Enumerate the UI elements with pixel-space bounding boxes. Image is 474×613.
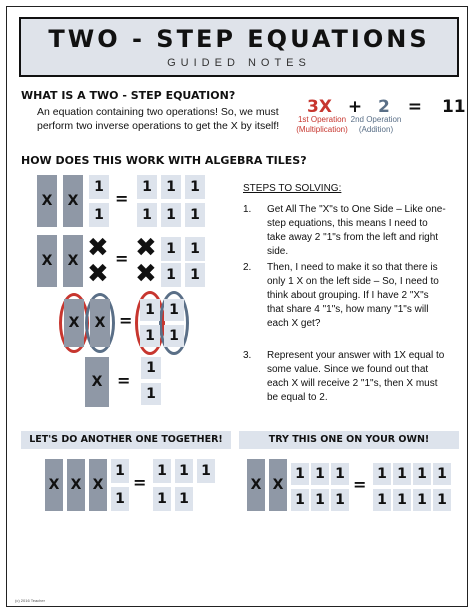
one-tile: 1 — [311, 489, 329, 511]
x-tile: X — [37, 175, 57, 227]
one-tile: 1 — [140, 325, 160, 347]
what-is-body-1: An equation containing two operations! So, we must — [37, 106, 279, 118]
what-is-body-2: perform two inverse operations to get the X by itself! — [37, 120, 280, 132]
operation-2-label: 2nd Operation (Addition) — [350, 115, 402, 134]
algebra-tiles-heading: HOW DOES THIS WORK WITH ALGEBRA TILES? — [21, 154, 307, 167]
one-tile: 1 — [433, 463, 451, 485]
cross-out-icon: ✖ — [135, 259, 157, 289]
x-tile: X — [67, 459, 85, 511]
one-tile: 1 — [137, 203, 157, 227]
equation-plus: + — [347, 97, 363, 117]
x-tile: X — [63, 235, 83, 287]
one-tile: 1 — [137, 175, 157, 199]
equation-result: 11 — [441, 97, 466, 117]
own-banner: TRY THIS ONE ON YOUR OWN! — [239, 431, 459, 449]
one-tile: 1 — [175, 487, 193, 511]
footer-copyright: (c) 2016 Teacher — [15, 598, 45, 603]
together-banner: LET'S DO ANOTHER ONE TOGETHER! — [21, 431, 231, 449]
one-tile: 1 — [161, 263, 181, 287]
one-tile: 1 — [185, 203, 205, 227]
one-tile: 1 — [393, 489, 411, 511]
one-tile: 1 — [111, 487, 129, 511]
equation-term-2: 2 — [378, 97, 390, 117]
equation-term-3x: 3X — [307, 97, 332, 117]
page-title: TWO - STEP EQUATIONS — [48, 25, 430, 53]
page-subtitle: GUIDED NOTES — [167, 57, 311, 69]
one-tile: 1 — [413, 489, 431, 511]
worksheet-page — [6, 6, 468, 607]
x-tile: X — [269, 459, 287, 511]
one-tile: 1 — [164, 299, 184, 321]
one-tile: 1 — [161, 175, 181, 199]
one-tile: 1 — [393, 463, 411, 485]
one-tile: 1 — [111, 459, 129, 483]
x-tile: X — [89, 459, 107, 511]
one-tile: 1 — [331, 463, 349, 485]
cross-out-icon: ✖ — [87, 259, 109, 289]
title-box — [19, 17, 459, 77]
one-tile: 1 — [141, 357, 161, 379]
one-tile: 1 — [153, 459, 171, 483]
one-tile: 1 — [140, 299, 160, 321]
one-tile: 1 — [89, 203, 109, 227]
one-tile: 1 — [164, 325, 184, 347]
steps-title: STEPS TO SOLVING: — [243, 183, 342, 194]
x-tile: X — [45, 459, 63, 511]
x-tile: X — [247, 459, 265, 511]
one-tile: 1 — [175, 459, 193, 483]
step-3: 3. Represent your answer with 1X equal to some value. Since we found out that each X will receive 2 "1"s, then X must be equal to 2. — [243, 350, 445, 403]
x-tile: X — [63, 175, 83, 227]
cross-out-icon: ✖ — [87, 233, 109, 263]
one-tile: 1 — [291, 463, 309, 485]
x-tile: X — [90, 299, 110, 347]
step-2: 2. Then, I need to make it so that there is only 1 X on the left side – So, I need to think about grouping. If I have 2 "X"s that share 4 "1"s, how many "1"s will each X get? — [243, 262, 439, 329]
operation-1-label: 1st Operation (Multiplication) — [296, 115, 348, 134]
one-tile: 1 — [185, 237, 205, 261]
step-1: 1. Get All The "X"s to One Side – Like one-step equations, this means I need to take away 2 "1"s from the left and right side. — [243, 204, 446, 257]
one-tile: 1 — [433, 489, 451, 511]
equation-equals: = — [407, 97, 423, 117]
one-tile: 1 — [153, 487, 171, 511]
one-tile: 1 — [89, 175, 109, 199]
x-tile: X — [85, 357, 109, 407]
one-tile: 1 — [197, 459, 215, 483]
what-is-heading: WHAT IS A TWO - STEP EQUATION? — [21, 89, 236, 102]
one-tile: 1 — [413, 463, 431, 485]
one-tile: 1 — [331, 489, 349, 511]
x-tile: X — [64, 299, 84, 347]
equals-sign: = — [119, 311, 133, 330]
equals-sign: = — [133, 473, 147, 492]
one-tile: 1 — [161, 203, 181, 227]
one-tile: 1 — [373, 489, 391, 511]
equals-sign: = — [115, 189, 129, 208]
example-equation — [307, 97, 466, 117]
x-tile: X — [37, 235, 57, 287]
equals-sign: = — [115, 249, 129, 268]
one-tile: 1 — [141, 383, 161, 405]
one-tile: 1 — [185, 263, 205, 287]
one-tile: 1 — [373, 463, 391, 485]
cross-out-icon: ✖ — [135, 233, 157, 263]
equals-sign: = — [117, 371, 131, 390]
one-tile: 1 — [185, 175, 205, 199]
one-tile: 1 — [161, 237, 181, 261]
one-tile: 1 — [311, 463, 329, 485]
one-tile: 1 — [291, 489, 309, 511]
equals-sign: = — [353, 475, 367, 494]
